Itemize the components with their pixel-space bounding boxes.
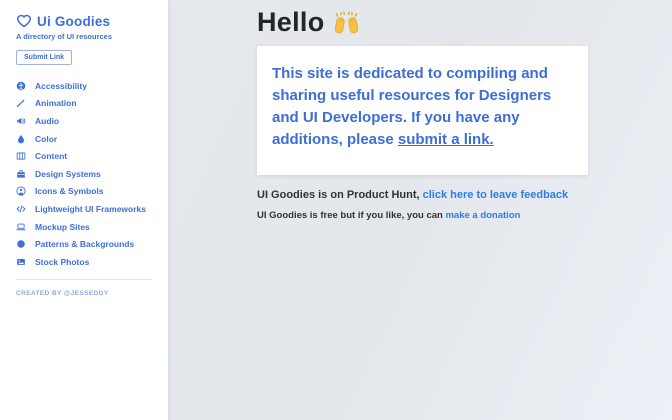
sidebar-item-label: Design Systems <box>35 168 101 179</box>
product-hunt-line <box>257 189 597 201</box>
sidebar-item-label: Animation <box>35 98 77 109</box>
sidebar-item-mockup-sites[interactable] <box>16 218 152 236</box>
sidebar-item-label: Patterns & Backgrounds <box>35 239 135 250</box>
code-icon <box>16 204 26 214</box>
sidebar-item-label: Accessibility <box>35 80 87 91</box>
raised-hands-icon <box>333 10 360 35</box>
user-circle-icon <box>16 186 26 196</box>
briefcase-icon <box>16 169 26 179</box>
sidebar-item-design-systems[interactable] <box>16 165 152 183</box>
sidebar-item-label: Audio <box>35 115 60 126</box>
sidebar-item-icons-symbols[interactable] <box>16 183 152 201</box>
heart-icon <box>16 13 32 29</box>
sidebar-item-label: Content <box>35 151 68 162</box>
accessibility-icon <box>16 81 26 91</box>
intro-text <box>272 63 573 151</box>
sidebar-nav <box>16 77 152 271</box>
droplet-icon <box>16 134 26 144</box>
sidebar-item-label: Mockup Sites <box>35 221 90 232</box>
photo-icon <box>16 257 26 267</box>
sidebar <box>0 0 168 420</box>
donation-link[interactable]: make a donation <box>445 209 521 221</box>
columns-icon <box>16 151 26 161</box>
donation-text: UI Goodies is free but if you like, you can <box>257 209 446 221</box>
sidebar-divider <box>16 279 152 280</box>
sidebar-item-label: Color <box>35 133 58 144</box>
brand[interactable] <box>16 13 152 29</box>
submit-a-link-link[interactable]: submit a link. <box>397 130 494 148</box>
sidebar-item-lightweight-ui-frameworks[interactable] <box>16 200 152 218</box>
sidebar-item-content[interactable] <box>16 147 152 165</box>
app-title: Ui Goodies <box>37 13 111 29</box>
sidebar-item-color[interactable] <box>16 130 152 148</box>
main-content <box>257 0 597 221</box>
page-title-row <box>257 8 597 38</box>
sidebar-item-label: Stock Photos <box>35 256 90 267</box>
app-subtitle: A directory of UI resources <box>16 32 113 41</box>
sidebar-item-label: Lightweight UI Frameworks <box>35 203 146 214</box>
sidebar-item-animation[interactable] <box>16 95 152 113</box>
sidebar-item-patterns-backgrounds[interactable] <box>16 235 152 253</box>
magic-wand-icon <box>16 98 26 108</box>
sidebar-item-label: Icons & Symbols <box>35 186 104 197</box>
submit-link-button[interactable]: Submit Link <box>16 50 72 65</box>
sidebar-item-audio[interactable] <box>16 112 152 130</box>
speaker-icon <box>16 116 26 126</box>
laptop-icon <box>16 222 26 232</box>
filled-circle-icon <box>16 239 26 249</box>
feedback-link[interactable]: click here to leave feedback <box>422 188 569 201</box>
donation-line <box>257 210 597 221</box>
created-by-label: CREATED BY @JESSEDDY <box>16 289 109 297</box>
page-title: Hello <box>257 7 325 37</box>
intro-text-body: This site is dedicated to compiling and sharing useful resources for Designers and UI Developers. If you have any additions, please <box>272 64 552 148</box>
sidebar-item-stock-photos[interactable] <box>16 253 152 271</box>
intro-card <box>257 46 588 175</box>
product-hunt-text: UI Goodies is on Product Hunt, <box>257 188 423 201</box>
sidebar-item-accessibility[interactable] <box>16 77 152 95</box>
